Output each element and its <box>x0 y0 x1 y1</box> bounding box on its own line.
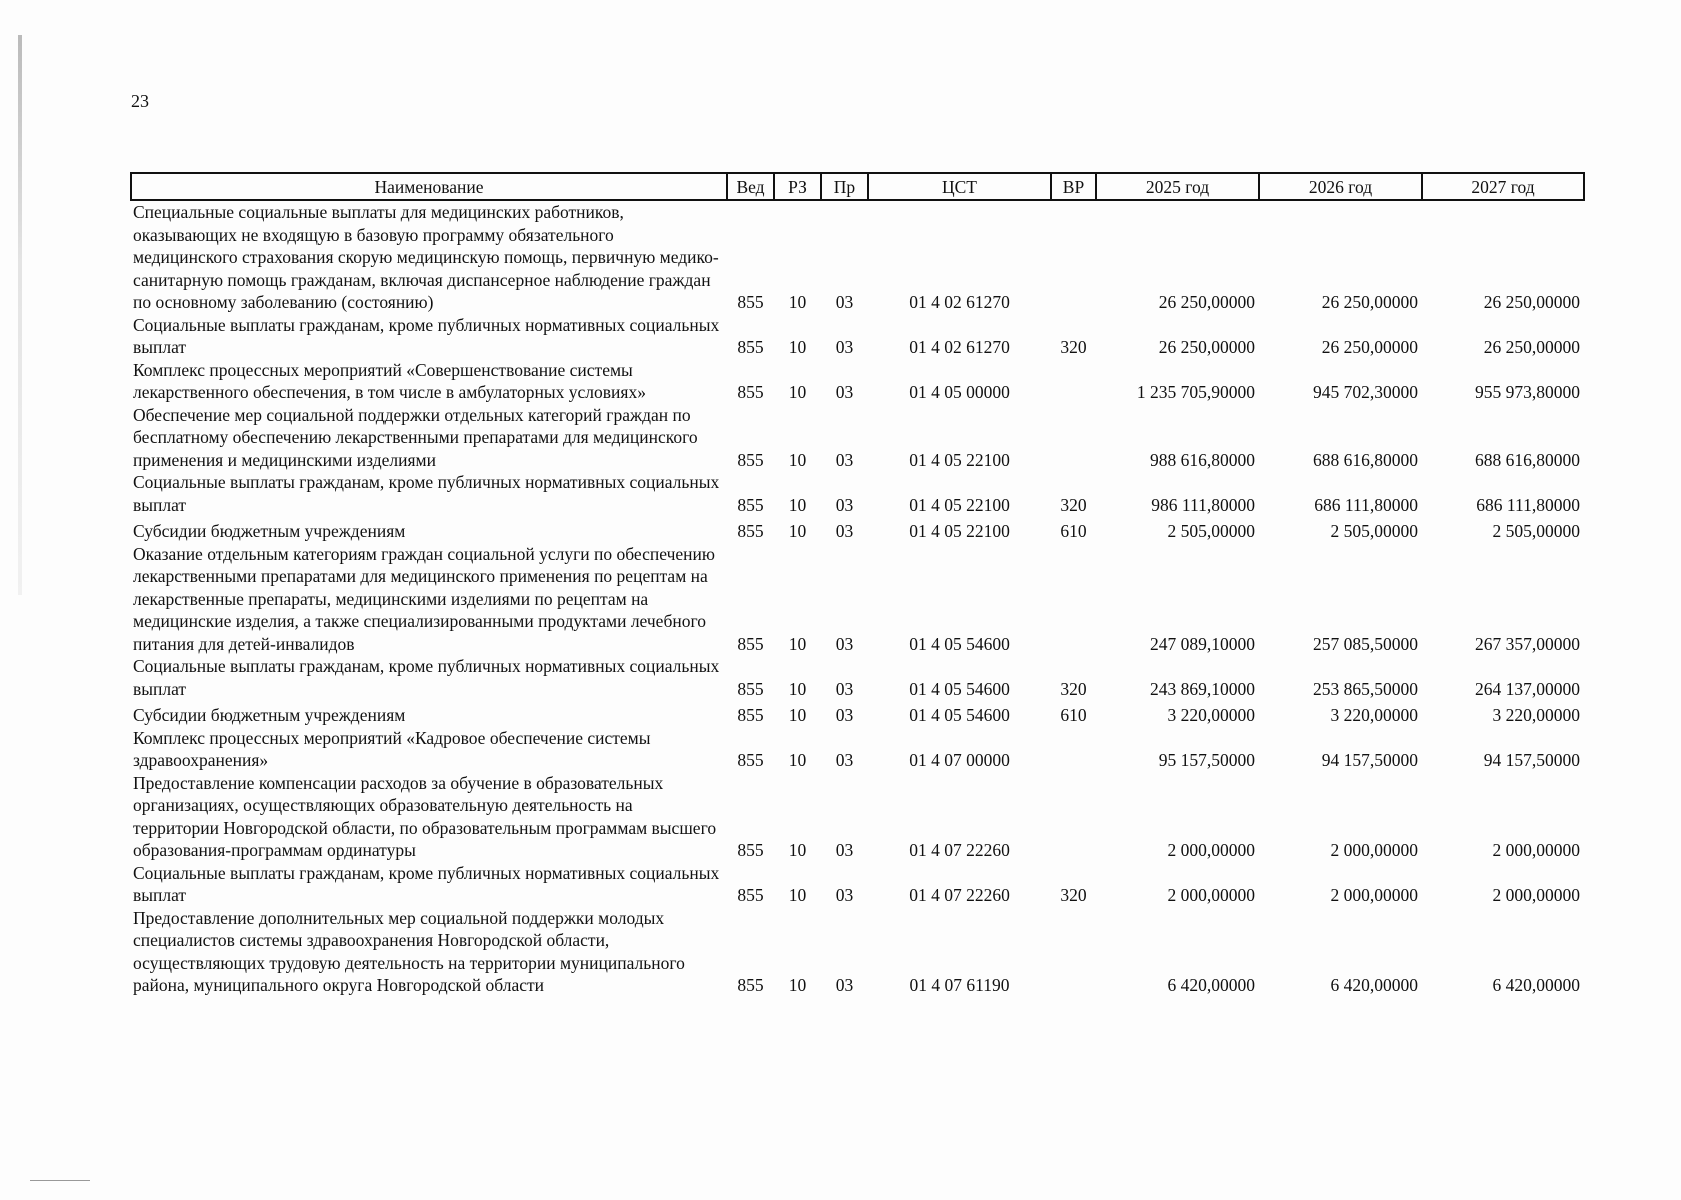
row-2027: 26 250,00000 <box>1483 292 1580 312</box>
row-pr: 03 <box>835 494 854 515</box>
table-row <box>131 516 1584 543</box>
row-2027: 3 220,00000 <box>1492 705 1580 725</box>
row-cst: 01 4 07 22260 <box>909 840 1010 860</box>
row-ved: 855 <box>737 633 764 654</box>
row-vr <box>1051 359 1096 404</box>
row-2027: 26 250,00000 <box>1483 337 1580 357</box>
row-vr: 610 <box>1060 521 1087 541</box>
row-2025: 988 616,80000 <box>1150 449 1255 470</box>
row-name: Комплекс процессных мероприятий «Совершенствование системы лекарственного обеспечения, в том числе в амбулаторных условиях» <box>133 359 646 402</box>
row-ved: 855 <box>737 494 764 515</box>
row-pr: 03 <box>835 705 854 725</box>
row-pr: 03 <box>835 521 854 541</box>
row-vr <box>1051 200 1096 314</box>
row-ved: 855 <box>737 449 764 470</box>
row-pr: 03 <box>835 449 854 470</box>
row-2025: 6 420,00000 <box>1167 975 1255 995</box>
table-row <box>131 543 1584 656</box>
row-pr: 03 <box>835 337 854 357</box>
row-2026: 945 702,30000 <box>1313 382 1418 402</box>
row-pr: 03 <box>835 678 854 699</box>
row-pr: 03 <box>835 292 854 312</box>
row-ved: 855 <box>737 885 764 905</box>
row-cst: 01 4 07 00000 <box>909 750 1010 770</box>
row-vr <box>1051 404 1096 472</box>
row-cst: 01 4 07 61190 <box>909 975 1010 995</box>
row-vr <box>1051 907 1096 997</box>
row-rz: 10 <box>788 678 807 699</box>
row-2026: 94 157,50000 <box>1321 750 1418 770</box>
row-rz: 10 <box>788 975 807 995</box>
row-cst: 01 4 02 61270 <box>909 337 1010 357</box>
table-row <box>131 314 1584 359</box>
row-name: Социальные выплаты гражданам, кроме публичных нормативных социальных выплат <box>133 656 720 699</box>
row-vr: 320 <box>1060 678 1087 699</box>
row-name: Предоставление дополнительных мер социальной поддержки молодых специалистов системы здравоохранения Новгородской области, осуществляющих трудовую деятельность на территории муниципального района, муниципального округа Новгородской области <box>133 907 685 995</box>
row-cst: 01 4 05 54600 <box>909 678 1010 699</box>
row-name: Обеспечение мер социальной поддержки отдельных категорий граждан по бесплатному обеспечению лекарственными препаратами для медицинского применения и медицинскими изделиями <box>133 404 698 470</box>
row-rz: 10 <box>788 449 807 470</box>
row-2025: 2 000,00000 <box>1167 885 1255 905</box>
row-name: Предоставление компенсации расходов за обучение в образовательных организациях, осуществляющих образовательную деятельность на территории Новгородской области, по образовательным программам высшего образования-программам ординатуры <box>133 772 717 860</box>
row-pr: 03 <box>835 975 854 995</box>
row-2027: 688 616,80000 <box>1475 449 1580 470</box>
row-2027: 2 000,00000 <box>1492 885 1580 905</box>
row-2027: 955 973,80000 <box>1475 382 1580 402</box>
row-2025: 247 089,10000 <box>1150 633 1255 654</box>
table-row <box>131 200 1584 314</box>
row-2026: 688 616,80000 <box>1313 449 1418 470</box>
row-2025: 26 250,00000 <box>1158 292 1255 312</box>
row-2025: 95 157,50000 <box>1158 750 1255 770</box>
row-2025: 243 869,10000 <box>1150 678 1255 699</box>
row-rz: 10 <box>788 750 807 770</box>
row-2027: 6 420,00000 <box>1492 975 1580 995</box>
row-rz: 10 <box>788 382 807 402</box>
row-name: Субсидии бюджетным учреждениям <box>133 705 406 725</box>
table-row <box>131 359 1584 404</box>
row-rz: 10 <box>788 337 807 357</box>
row-name: Социальные выплаты гражданам, кроме публичных нормативных социальных выплат <box>133 472 720 515</box>
row-cst: 01 4 02 61270 <box>909 292 1010 312</box>
scan-artifact-line <box>30 1180 90 1181</box>
row-cst: 01 4 05 22100 <box>909 449 1010 470</box>
row-2025: 2 000,00000 <box>1167 840 1255 860</box>
table-header-row <box>131 173 1584 200</box>
row-2025: 1 235 705,90000 <box>1136 382 1255 402</box>
header-2025: 2025 год <box>1096 173 1259 200</box>
row-name: Комплекс процессных мероприятий «Кадровое обеспечение системы здравоохранения» <box>133 727 651 770</box>
row-vr: 610 <box>1060 705 1087 725</box>
row-2026: 2 000,00000 <box>1330 885 1418 905</box>
header-pr: Пр <box>821 173 868 200</box>
row-name: Оказание отдельным категориям граждан социальной услуги по обеспечению лекарственными препаратами для медицинского применения по рецептам на лекарственные препараты, медицинскими изделиями по рецептам на медицинские изделия, а также специализированными продуктами лечебного питания для детей-инвалидов <box>133 543 715 654</box>
row-vr <box>1051 543 1096 656</box>
row-2027: 2 505,00000 <box>1492 521 1580 541</box>
row-ved: 855 <box>737 975 764 995</box>
row-ved: 855 <box>737 337 764 357</box>
row-2026: 6 420,00000 <box>1330 975 1418 995</box>
row-rz: 10 <box>788 840 807 860</box>
row-2026: 2 505,00000 <box>1330 521 1418 541</box>
table-row <box>131 907 1584 997</box>
row-cst: 01 4 05 54600 <box>909 705 1010 725</box>
row-rz: 10 <box>788 633 807 654</box>
row-name: Социальные выплаты гражданам, кроме публичных нормативных социальных выплат <box>133 314 720 357</box>
row-rz: 10 <box>788 705 807 725</box>
row-2027: 267 357,00000 <box>1475 633 1580 654</box>
scan-edge-shadow <box>18 35 22 595</box>
row-ved: 855 <box>737 750 764 770</box>
table-row <box>131 772 1584 862</box>
header-2026: 2026 год <box>1259 173 1422 200</box>
row-pr: 03 <box>835 382 854 402</box>
table-row <box>131 471 1584 516</box>
row-2025: 3 220,00000 <box>1167 705 1255 725</box>
row-name: Специальные социальные выплаты для медицинских работников, оказывающих не входящую в базовую программу обязательного медицинского страхования скорую медицинскую помощь, первичную медико-санитарную помощь гражданам, включая диспансерное наблюдение граждан по основному заболеванию (состоянию) <box>133 202 719 312</box>
row-ved: 855 <box>737 382 764 402</box>
row-vr <box>1051 727 1096 772</box>
row-name: Субсидии бюджетным учреждениям <box>133 521 406 541</box>
row-ved: 855 <box>737 678 764 699</box>
row-2025: 26 250,00000 <box>1158 337 1255 357</box>
row-2025: 2 505,00000 <box>1167 521 1255 541</box>
row-2026: 26 250,00000 <box>1321 337 1418 357</box>
row-2027: 264 137,00000 <box>1475 678 1580 699</box>
row-vr: 320 <box>1060 885 1087 905</box>
row-ved: 855 <box>737 705 764 725</box>
row-pr: 03 <box>835 750 854 770</box>
row-2027: 2 000,00000 <box>1492 840 1580 860</box>
row-cst: 01 4 05 00000 <box>909 382 1010 402</box>
row-2026: 686 111,80000 <box>1314 494 1418 515</box>
row-ved: 855 <box>737 521 764 541</box>
row-2026: 257 085,50000 <box>1313 633 1418 654</box>
header-cst: ЦСТ <box>868 173 1051 200</box>
table-row <box>131 862 1584 907</box>
row-name: Социальные выплаты гражданам, кроме публичных нормативных социальных выплат <box>133 862 720 905</box>
header-ved: Вед <box>727 173 774 200</box>
row-cst: 01 4 05 22100 <box>909 494 1010 515</box>
row-pr: 03 <box>835 633 854 654</box>
header-name: Наименование <box>131 173 727 200</box>
row-2027: 686 111,80000 <box>1476 494 1580 515</box>
budget-table <box>130 172 1585 997</box>
row-2026: 26 250,00000 <box>1321 292 1418 312</box>
row-cst: 01 4 05 54600 <box>909 633 1010 654</box>
row-vr <box>1051 772 1096 862</box>
row-rz: 10 <box>788 292 807 312</box>
row-rz: 10 <box>788 885 807 905</box>
row-cst: 01 4 05 22100 <box>909 521 1010 541</box>
page-number: 23 <box>131 91 149 111</box>
row-ved: 855 <box>737 292 764 312</box>
header-2027: 2027 год <box>1422 173 1584 200</box>
header-vr: ВР <box>1051 173 1096 200</box>
row-2025: 986 111,80000 <box>1151 494 1255 515</box>
row-vr: 320 <box>1060 494 1087 515</box>
table-row <box>131 655 1584 700</box>
row-pr: 03 <box>835 885 854 905</box>
row-vr: 320 <box>1060 337 1087 357</box>
row-rz: 10 <box>788 494 807 515</box>
table-row <box>131 727 1584 772</box>
row-ved: 855 <box>737 840 764 860</box>
header-rz: РЗ <box>774 173 821 200</box>
row-2027: 94 157,50000 <box>1483 750 1580 770</box>
row-2026: 3 220,00000 <box>1330 705 1418 725</box>
row-2026: 253 865,50000 <box>1313 678 1418 699</box>
row-rz: 10 <box>788 521 807 541</box>
row-2026: 2 000,00000 <box>1330 840 1418 860</box>
table-row <box>131 404 1584 472</box>
row-pr: 03 <box>835 840 854 860</box>
row-cst: 01 4 07 22260 <box>909 885 1010 905</box>
table-row <box>131 700 1584 727</box>
